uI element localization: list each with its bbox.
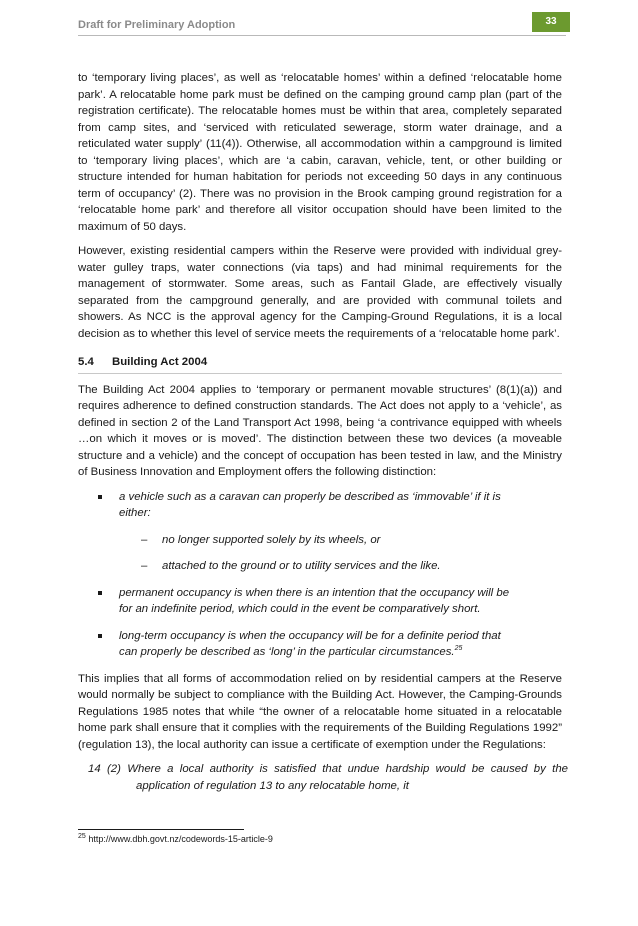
body-paragraph-2: However, existing residential campers within the Reserve were provided with individual grey-water gulley traps, water connections (via taps) and had minimal requirements for the management of stormwater. Some areas, such as Fantail Glade, are effectively visually separated from the campground generally, and are provided with communal toilets and showers. As NCC is the approval agency for the Camping-Ground Regulations, it is a local decision as to whether this level of service meets the requirements of a ‘relocatable home park’. [78, 245, 562, 340]
footnote-link[interactable]: http://www.dbh.govt.nz/codewords-15-article-9 [88, 834, 273, 844]
dash-bullet: – [141, 560, 148, 572]
page-number-badge: 33 [532, 12, 570, 32]
square-bullet-icon [98, 591, 102, 595]
list-item-text: permanent occupancy is when there is an intention that the occupancy will be for an indefinite period, which could in the event be comparatively short. [119, 586, 510, 615]
body-paragraph-4: This implies that all forms of accommodation relied on by residential campers at the Reserve would normally be subject to compliance with the Building Act. However, the Camping-Grounds Regulations 1985 notes that while “the owner of a relocatable home situated in a relocatable home park shall ensure that it complies with the requirements of the Building Regulations 1992” (regulation 13), the local authority can issue a certificate of exemption under the Regulations: [78, 672, 562, 751]
sub-list [119, 532, 519, 575]
list-item [78, 489, 519, 575]
body-paragraph-3: The Building Act 2004 applies to ‘temporary or permanent movable structures’ (8(1)(a)) and requires adherence to defined construction standards. The Act does not apply to a ‘vehicle’, as defined in section 2 of the Land Transport Act 1998, being ‘a contrivance equipped with wheels …on which it moves or is moved’. The distinction between these two devices (a moveable structure and a vehicle) and the concept of occupation has been tested in law, and the Ministry of Business Innovation and Employment offers the following distinction: [78, 383, 562, 478]
list-item-text: a vehicle such as a caravan can properly be described as ‘immovable’ if it is either: [119, 490, 501, 519]
section-number: 5.4 [78, 356, 94, 368]
distinction-list [78, 489, 562, 661]
footnote-reference[interactable]: 25 [454, 645, 463, 653]
header-divider [78, 35, 566, 36]
body-paragraph-1: to ‘temporary living places’, as well as ‘relocatable homes’ within a defined ‘relocatable home park’. A relocatable home park must be defined on the camping ground camp plan (part of the registration certificate). The relocatable homes must be within that area, completely separated from camp sites, and ‘serviced with reticulated sewerage, storm water drainage, and a reticulated water supply’ (11(4)). Otherwise, all accommodation within a campground is limited to ‘temporary living places’, which are ‘a cabin, caravan, vehicle, tent, or other building or structure intended for human habitation for periods not exceeding 50 days in any continuous term of occupancy’ (2). There was no provision in the Brook camping ground registration for a ‘relocatable home park’ and therefore all visitor occupation should have been limited to the maximum of 50 days. [78, 72, 562, 233]
list-item [78, 628, 519, 661]
section-heading [78, 354, 562, 374]
footnote-number: 25 [78, 833, 86, 840]
square-bullet-icon [98, 495, 102, 499]
list-item-text: long-term occupancy is when the occupancy will be for a definite period that can properly be described as ‘long’ in the particular circumstances. [119, 629, 501, 658]
sub-list-item [119, 558, 519, 575]
dash-bullet: – [141, 533, 148, 546]
footnote [78, 833, 273, 845]
sub-list-item-text: no longer supported solely by its wheels, or [162, 533, 381, 546]
document-header-title: Draft for Preliminary Adoption [78, 19, 236, 31]
sub-list-item [119, 532, 519, 549]
regulation-quote: 14 (2) Where a local authority is satisfied that undue hardship would be caused by the application of regulation 13 to any relocatable home, it [88, 763, 568, 792]
page-body [78, 70, 568, 794]
section-title: Building Act 2004 [112, 356, 208, 368]
list-item [78, 585, 519, 618]
square-bullet-icon [98, 634, 102, 638]
sub-list-item-text: attached to the ground or to utility services and the like. [162, 560, 441, 572]
footnote-divider [78, 829, 244, 830]
